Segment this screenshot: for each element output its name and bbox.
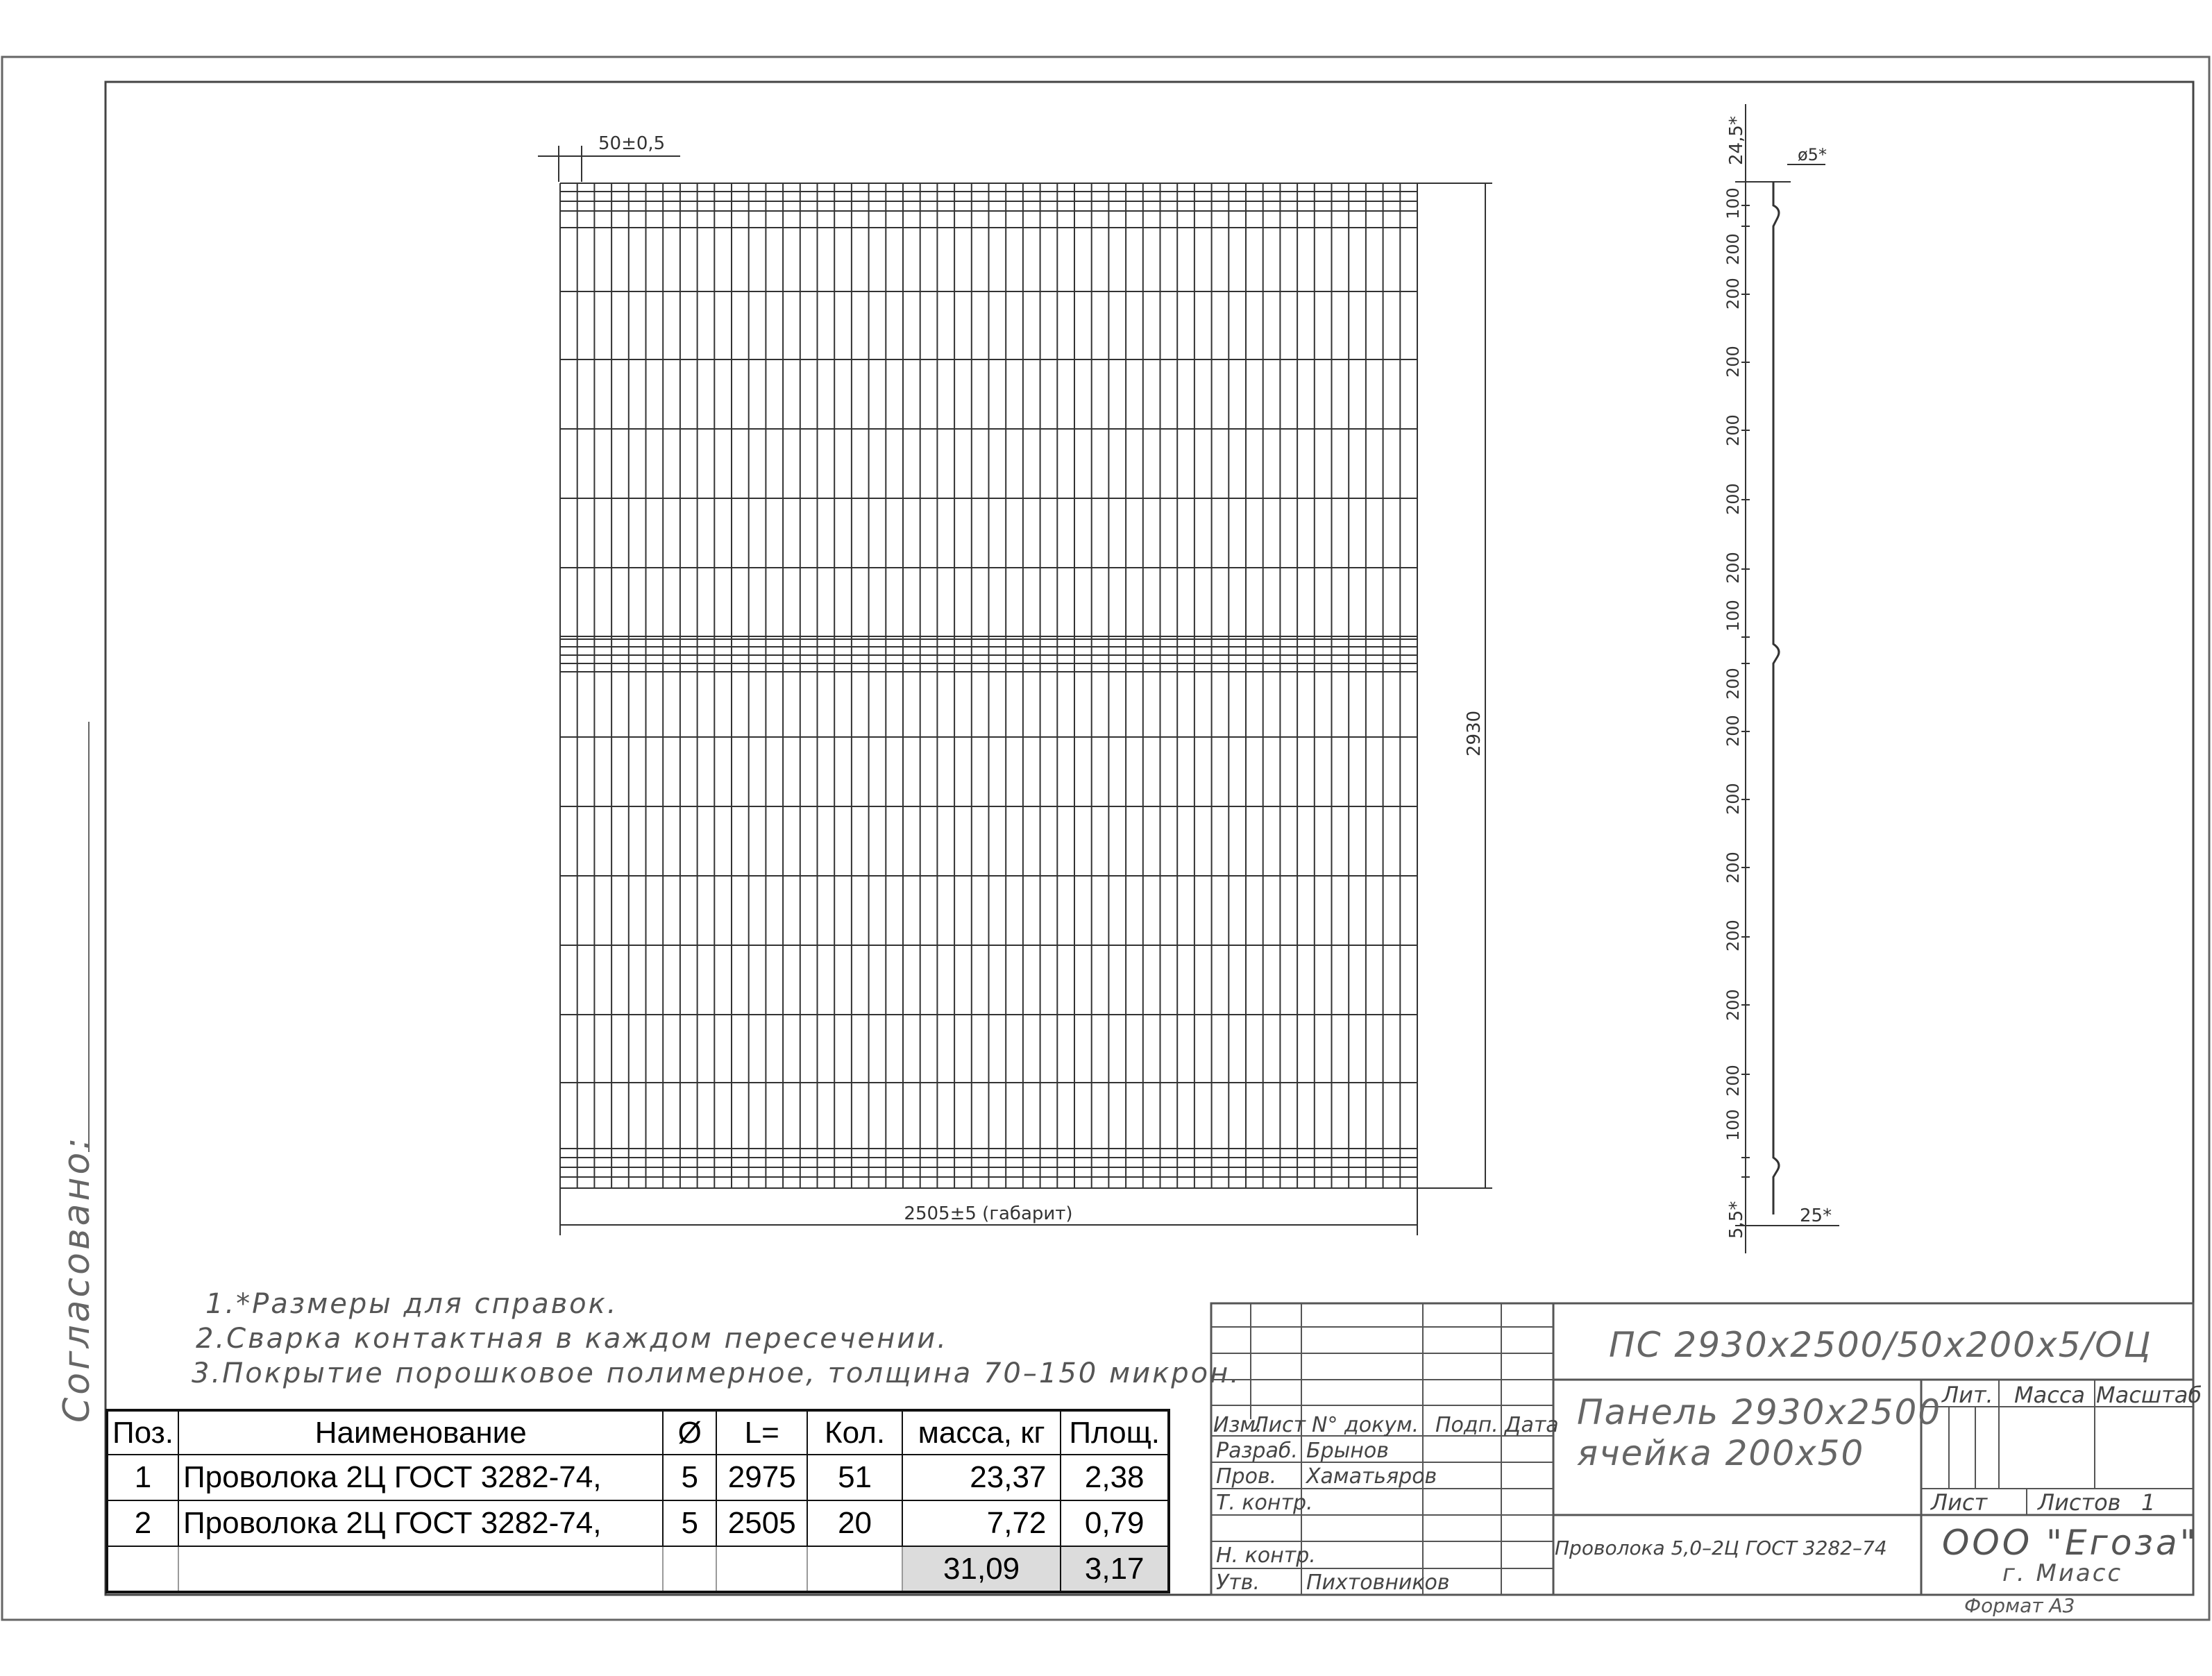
header-name: Наименование: [178, 1410, 663, 1455]
header-qty: Кол.: [807, 1410, 902, 1455]
cell-name: Проволока 2Ц ГОСТ 3282-74,: [178, 1500, 663, 1546]
tb-role-6: Утв.: [1216, 1571, 1260, 1595]
cell-qty: 20: [807, 1500, 902, 1546]
side-spacing-label: 200: [1723, 483, 1743, 515]
tb-role-3: Т. контр.: [1216, 1491, 1313, 1515]
sheet-format: Формат А3: [1964, 1594, 2075, 1617]
note-2: 2.Сварка контактная в каждом пересечении.: [196, 1323, 948, 1355]
sheets-label: Листов: [2038, 1489, 2121, 1516]
col-lit: Лит.: [1942, 1382, 1993, 1408]
tb-header-doc: N° докум.: [1312, 1413, 1419, 1437]
cell-qty: 51: [807, 1455, 902, 1500]
side-spacing-label: 100: [1723, 600, 1743, 632]
cell-mass: 23,37: [902, 1455, 1061, 1500]
table-row: [107, 1455, 1169, 1500]
cell-diameter: 5: [663, 1500, 716, 1546]
side-spacing-label: 200: [1723, 783, 1743, 815]
table-header-row: [107, 1410, 1169, 1455]
specification-table: [105, 1409, 1170, 1593]
doc-name-line1: Панель 2930х2500: [1577, 1392, 1942, 1432]
side-spacing-label: 200: [1723, 552, 1743, 584]
cell-area: 2,38: [1061, 1455, 1169, 1500]
side-spacing-label: 100: [1723, 187, 1743, 219]
dim-side-bottom: 5,5*: [1726, 1201, 1747, 1239]
side-spacing-label: 100: [1723, 1109, 1743, 1141]
tb-header-izm: Изм.: [1213, 1413, 1263, 1437]
side-profile-view: [1723, 104, 1839, 1253]
cell-area: 0,79: [1061, 1500, 1169, 1546]
mesh-panel: [560, 183, 1417, 1188]
side-spacing-label: 200: [1723, 1065, 1743, 1097]
tb-header-list: Лист: [1253, 1413, 1306, 1437]
doc-material: Проволока 5,0–2Ц ГОСТ 3282–74: [1555, 1537, 1887, 1559]
company-city: г. Миасс: [2002, 1559, 2123, 1587]
header-diameter: Ø: [663, 1410, 716, 1455]
cell-pos: 2: [107, 1500, 178, 1546]
dim-mesh-step: 50±0,5: [598, 133, 666, 154]
dim-side-diameter: ø5*: [1798, 145, 1827, 164]
header-mass: масса, кг: [902, 1410, 1061, 1455]
sheet-label: Лист: [1931, 1489, 1988, 1516]
side-spacing-label: 200: [1723, 414, 1743, 446]
cell-empty: [107, 1546, 178, 1592]
cell-empty: [178, 1546, 663, 1592]
tb-header-date: Дата: [1505, 1413, 1559, 1437]
tb-role-5: Н. контр.: [1216, 1543, 1316, 1568]
cell-pos: 1: [107, 1455, 178, 1500]
side-spacing-label: 200: [1723, 278, 1743, 310]
side-profile-line: [1773, 182, 1779, 1214]
cell-empty: [807, 1546, 902, 1592]
cell-length: 2505: [716, 1500, 807, 1546]
total-area: 3,17: [1061, 1546, 1169, 1592]
cell-empty: [716, 1546, 807, 1592]
cell-diameter: 5: [663, 1455, 716, 1500]
sheets-value: 1: [2141, 1489, 2156, 1516]
table-row: [107, 1500, 1169, 1546]
note-1: 1.*Размеры для справок.: [205, 1288, 618, 1320]
dim-side-top: 24,5*: [1726, 116, 1747, 165]
tb-header-sign: Подп.: [1435, 1413, 1498, 1437]
side-spacing-label: 200: [1723, 715, 1743, 747]
note-3: 3.Покрытие порошковое полимерное, толщина 70–150 микрон.: [192, 1357, 1242, 1389]
tb-role-2: Пров.: [1216, 1464, 1277, 1489]
header-length: L=: [716, 1410, 807, 1455]
header-pos: Поз.: [107, 1410, 178, 1455]
tb-person-6: Пихтовников: [1306, 1571, 1450, 1595]
total-mass: 31,09: [902, 1546, 1061, 1592]
cell-name: Проволока 2Ц ГОСТ 3282-74,: [178, 1455, 663, 1500]
header-area: Площ.: [1061, 1410, 1169, 1455]
side-spacing-label: 200: [1723, 668, 1743, 700]
company-name: ООО "Егоза": [1942, 1523, 2199, 1563]
side-spacing-label: 200: [1723, 920, 1743, 951]
cell-mass: 7,72: [902, 1500, 1061, 1546]
side-spacing-label: 200: [1723, 989, 1743, 1021]
dim-side-offset: 25*: [1800, 1205, 1832, 1226]
doc-name-line2: ячейка 200х50: [1577, 1433, 1865, 1473]
agreement-label: Согласовано:: [56, 1135, 98, 1423]
tb-person-2: Хаматьяров: [1306, 1464, 1437, 1489]
cell-length: 2975: [716, 1455, 807, 1500]
col-mass: Масса: [2014, 1382, 2086, 1408]
side-spacing-label: 200: [1723, 852, 1743, 883]
dim-height: 2930: [1464, 710, 1485, 756]
side-spacing-label: 200: [1723, 233, 1743, 265]
dim-width: 2505±5 (габарит): [904, 1203, 1073, 1224]
side-spacing-label: 200: [1723, 346, 1743, 378]
tb-person-1: Брынов: [1306, 1439, 1389, 1463]
tb-role-1: Разраб.: [1216, 1439, 1298, 1463]
doc-code: ПС 2930х2500/50х200х5/ОЦ: [1609, 1325, 2152, 1365]
table-total-row: [107, 1546, 1169, 1592]
cell-empty: [663, 1546, 716, 1592]
col-scale: Масштаб: [2096, 1382, 2202, 1408]
